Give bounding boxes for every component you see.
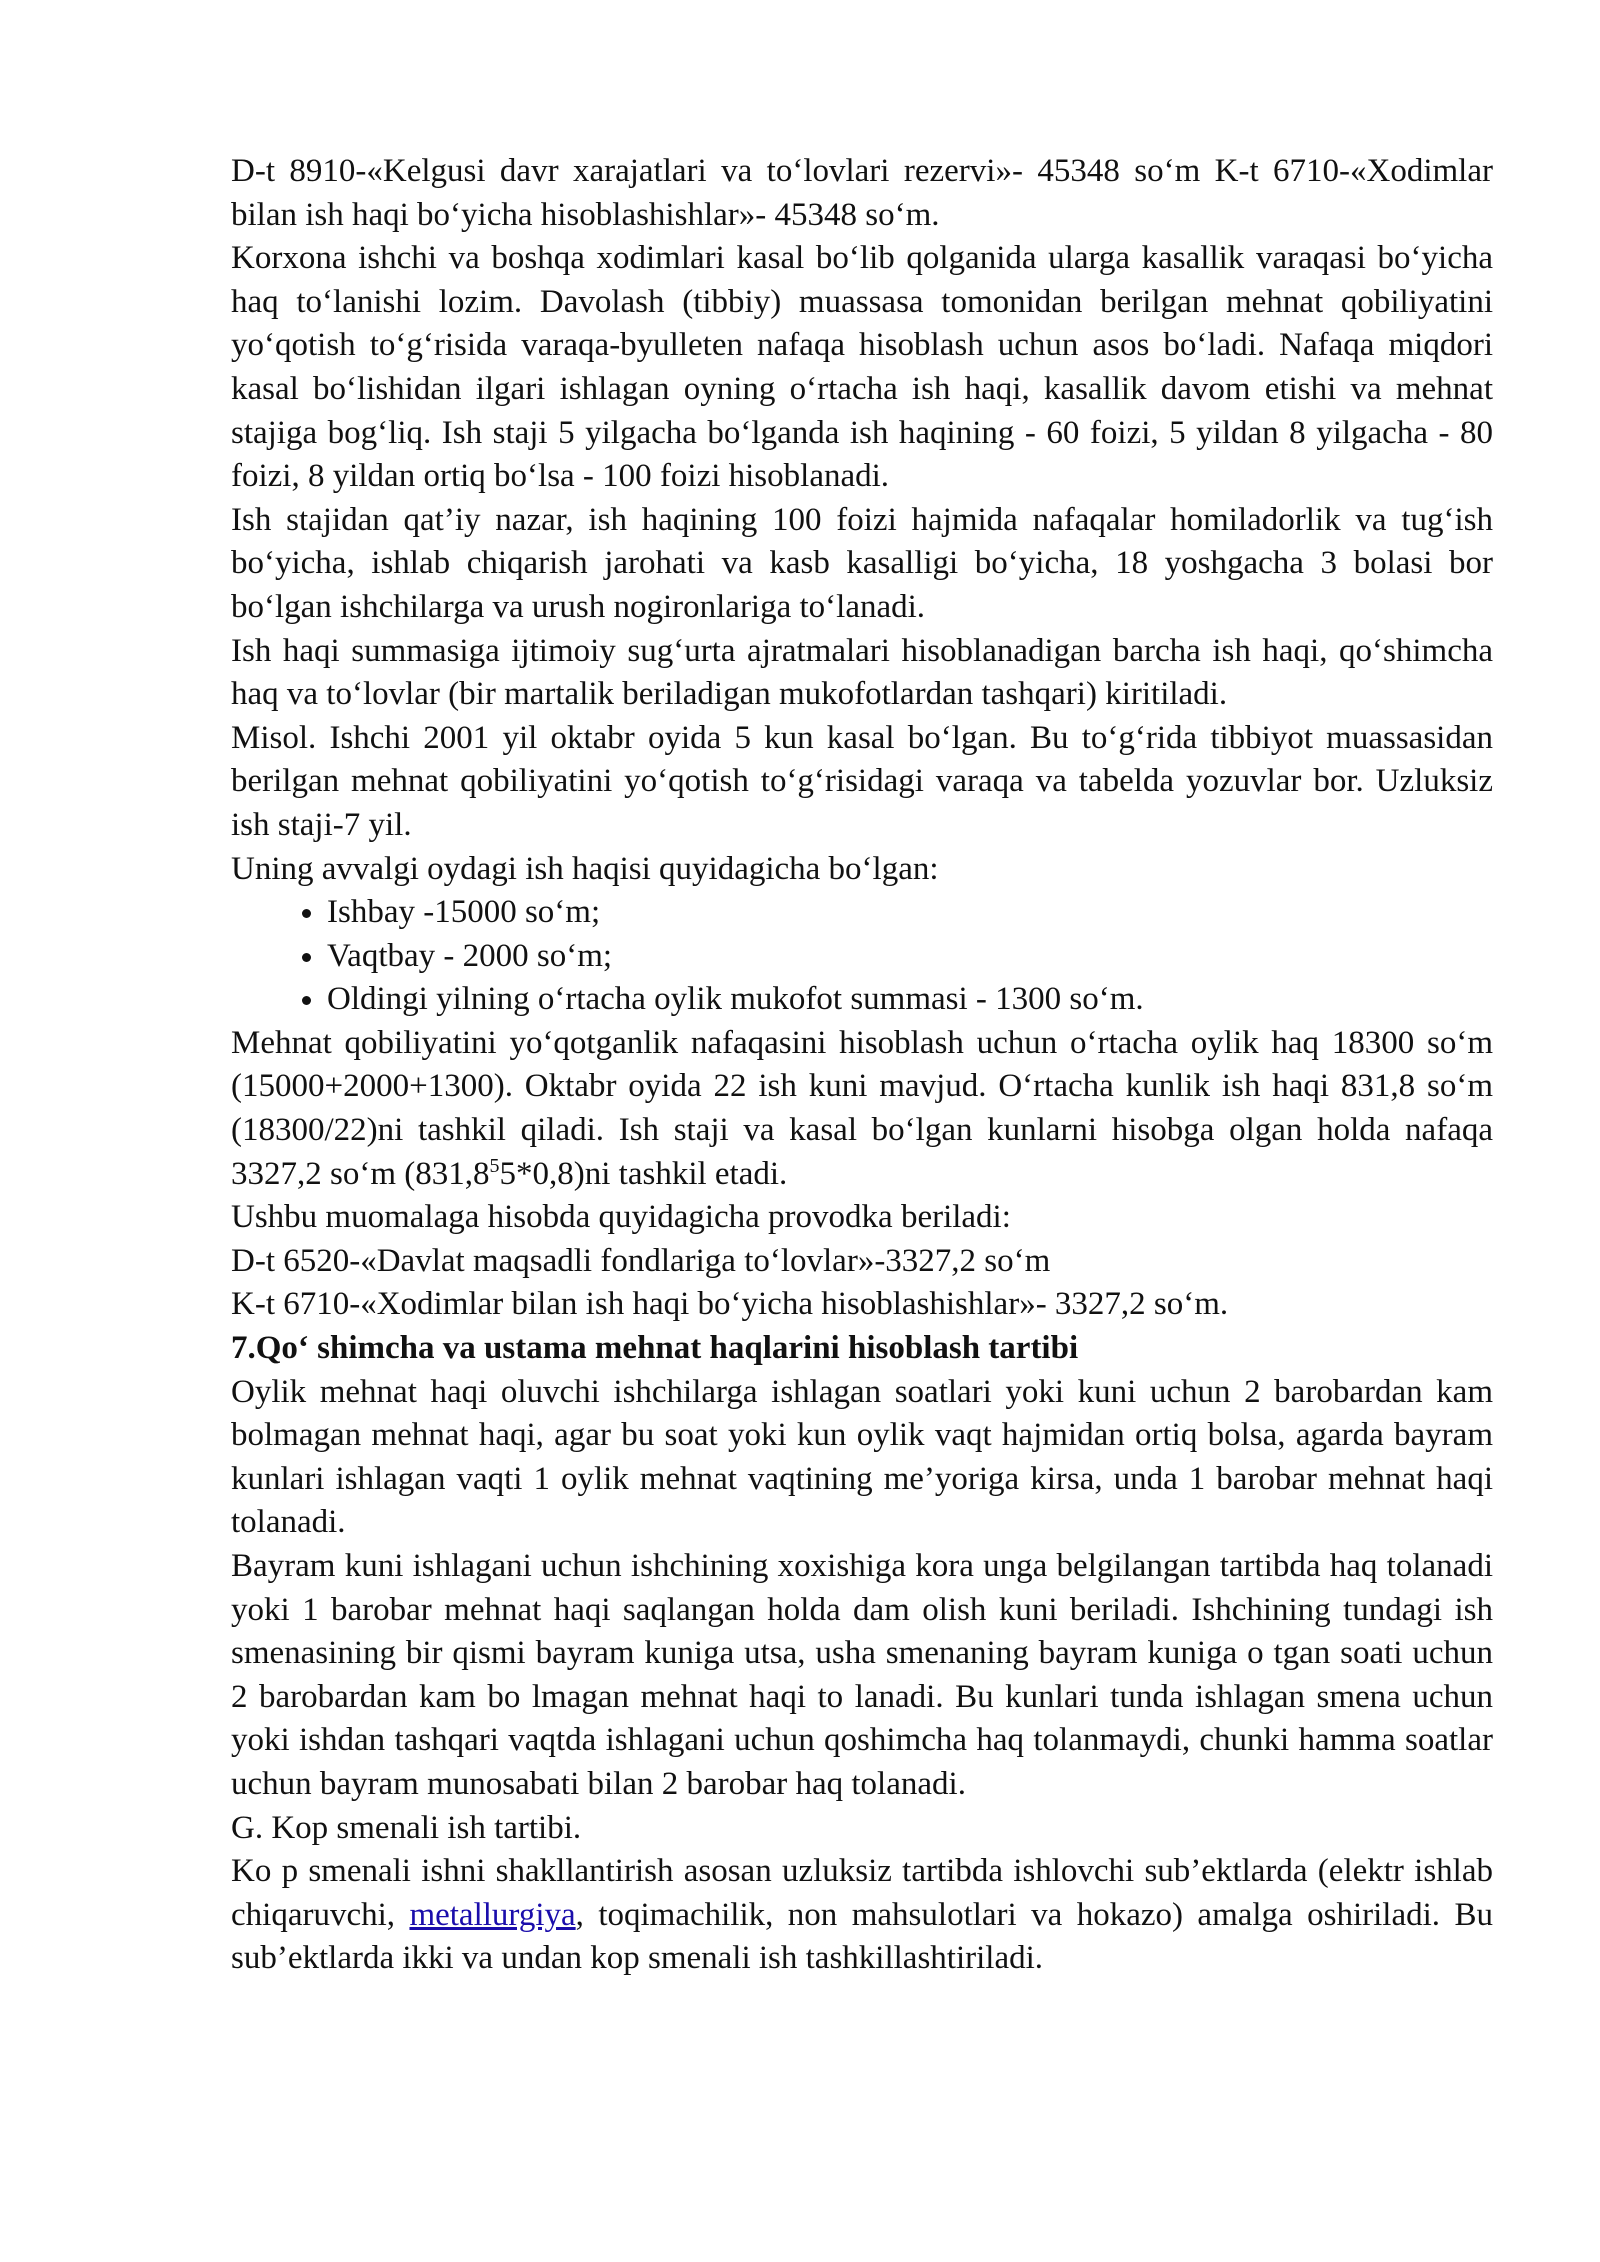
paragraph-journal-entry-reserve: D-t 8910-«Kelgusi davr xarajatlari va to‘lovlari rezervi»- 45348 so‘m K-t 6710-«Xodimlar bilan ish haqi bo‘yicha hisoblashishlar»- 45348 so‘m. <box>231 153 1493 233</box>
salary-components-list <box>231 891 1493 1022</box>
multishift-text-end: , toqimachilik, non mahsulotlari va hokazo) amalga oshiriladi. Bu sub’ektlarda ikki va undan kop smenali ish tashkillashtiriladi. <box>231 1896 1493 1977</box>
paragraph-previous-month: Uning avvalgi oydagi ish haqisi quyidagicha bo‘lgan: <box>231 850 939 887</box>
list-item: • Oldingi yilning o‘rtacha oylik mukofot summasi - 1300 so‘m. <box>327 978 1493 1022</box>
metallurgiya-link[interactable]: metallurgiya <box>409 1896 576 1933</box>
paragraph-holiday-work: Bayram kuni ishlagani uchun ishchining xoxishiga kora unga belgilangan tartibda haq tolanadi yoki 1 barobar mehnat haqi saqlangan holda dam olish kuni beriladi. Ishchining tundagi ish smenasining bir qismi bayram kuniga utsa, usha smenaning bayram kuniga o tgan soati uchun 2 barobardan kam bo lmagan mehnat haqi to lanadi. Bu kunlari tunda ishlagan smena uchun yoki ishdan tashqari vaqtda ishlagani uchun qoshimcha haq tolanmaydi, chunki hamma soatlar uchun bayram munosabati bilan 2 barobar haq tolanadi. <box>231 1548 1493 1802</box>
paragraph-social-insurance: Ish haqi summasiga ijtimoiy sug‘urta ajratmalari hisoblanadigan barcha ish haqi, qo‘shimcha haq va to‘lovlar (bir martalik beriladigan mukofotlardan tashqari) kiritiladi. <box>231 632 1493 713</box>
section-heading: 7.Qo‘ shimcha va ustama mehnat haqlarini hisoblash tartibi <box>231 1330 1079 1367</box>
paragraph-monthly-pay: Oylik mehnat haqi oluvchi ishchilarga ishlagan soatlari yoki kuni uchun 2 barobardan kam bolmagan mehnat haqi, agar bu soat yoki kun oylik vaqt hajmidan ortiq bolsa, agarda bayram kunlari ishlagan vaqti 1 oylik mehnat vaqtining me’yoriga kirsa, unda 1 barobar mehnat haqi tolanadi. <box>231 1373 1493 1541</box>
paragraph-multishift-title: G. Kop smenali ish tartibi. <box>231 1809 582 1846</box>
calculation-superscript: 5 <box>489 1154 500 1177</box>
calculation-text: Mehnat qobiliyatini yo‘qotganlik nafaqasini hisoblash uchun o‘rtacha oylik haq 18300 so‘m (15000+2000+1300). Oktabr oyida 22 ish kuni mavjud. O‘rtacha kunlik ish haqi 831,8 so‘m (18300/22)ni tashkil qiladi. Ish staji va kasal bo‘lgan kunlarni hisobga olgan holda nafaqa 3327,2 so‘m (831,8 <box>231 1024 1493 1192</box>
paragraph-multishift <box>231 1850 1493 1981</box>
list-item: • Ishbay -15000 so‘m; <box>327 891 1493 935</box>
paragraph-debit-entry: D-t 6520-«Davlat maqsadli fondlariga to‘lovlar»-3327,2 so‘m <box>231 1242 1051 1279</box>
calculation-text-end: 5*0,8)ni tashkil etadi. <box>499 1155 788 1192</box>
paragraph-sick-leave: Korxona ishchi va boshqa xodimlari kasal bo‘lib qolganida ularga kasallik varaqasi bo‘yicha haq to‘lanishi lozim. Davolash (tibbiy) muassasa tomonidan berilgan mehnat qobiliyatini yo‘qotish to‘g‘risida varaqa-byulleten nafaqa hisoblash uchun asos bo‘ladi. Nafaqa miqdori kasal bo‘lishidan ilgari ishlagan oyning o‘rtacha ish haqi, kasallik davom etishi va mehnat stajiga bog‘liq. Ish staji 5 yilgacha bo‘lganda ish haqining - 60 foizi, 5 yildan 8 yilgacha - 80 foizi, 8 yildan ortiq bo‘lsa - 100 foizi hisoblanadi. <box>231 240 1493 495</box>
paragraph-posting-intro: Ushbu muomalaga hisobda quyidagicha provodka beriladi: <box>231 1199 1011 1236</box>
paragraph-calculation <box>231 1022 1493 1196</box>
list-item: • Vaqtbay - 2000 so‘m; <box>327 935 1493 979</box>
paragraph-credit-entry: K-t 6710-«Xodimlar bilan ish haqi bo‘yicha hisoblashishlar»- 3327,2 so‘m. <box>231 1286 1229 1323</box>
paragraph-full-benefit: Ish stajidan qat’iy nazar, ish haqining 100 foizi hajmida nafaqalar homiladorlik va tug‘ish bo‘yicha, ishlab chiqarish jarohati va kasb kasalligi bo‘yicha, 18 yoshgacha 3 bolasi bor bo‘lgan ishchilarga va urush nogironlariga to‘lanadi. <box>231 501 1493 625</box>
document-page <box>231 150 1493 1981</box>
paragraph-example: Misol. Ishchi 2001 yil oktabr oyida 5 kun kasal bo‘lgan. Bu to‘g‘rida tibbiyot muassasidan berilgan mehnat qobiliyatini yo‘qotish to‘g‘risidagi varaqa va tabelda yozuvlar bor. Uzluksiz ish staji-7 yil. <box>231 719 1493 843</box>
multishift-text: Ko p smenali ishni shakllantirish asosan uzluksiz tartibda ishlovchi sub’ektlarda (elektr ishlab chiqaruvchi, <box>231 1853 1493 1933</box>
